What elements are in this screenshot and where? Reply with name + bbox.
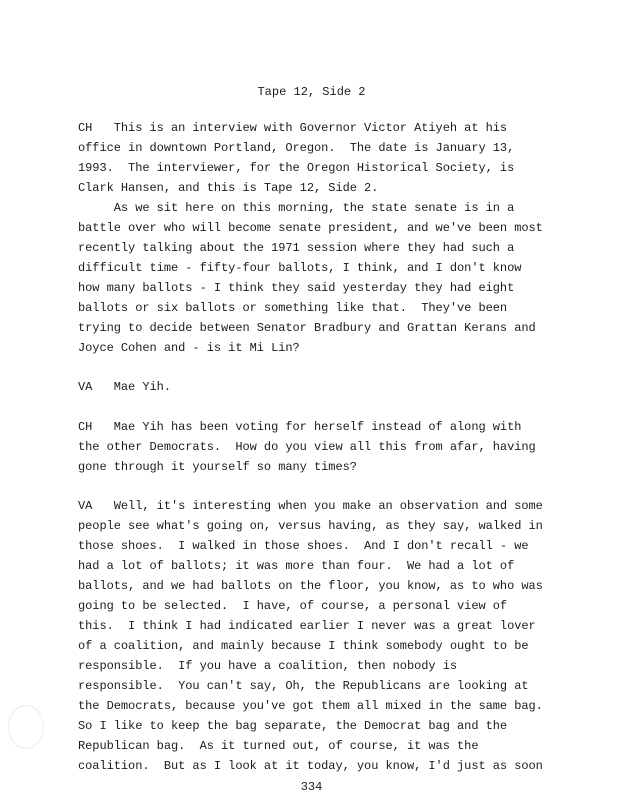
text-line: CH This is an interview with Governor Victor Atiyeh at his: [78, 121, 508, 135]
text-line: coalition. But as I look at it today, you know, I'd just as soon: [78, 759, 543, 773]
text-line: VA Mae Yih.: [78, 380, 171, 394]
text-line: of a coalition, and mainly because I think somebody ought to be: [78, 639, 529, 653]
punch-hole: [8, 705, 44, 749]
text-line: CH Mae Yih has been voting for herself instead of along with: [78, 420, 522, 434]
text-line: 1993. The interviewer, for the Oregon Historical Society, is: [78, 161, 515, 175]
text-line: going to be selected. I have, of course, a personal view of: [78, 599, 508, 613]
text-line: difficult time - fifty-four ballots, I think, and I don't know: [78, 261, 522, 275]
text-line: had a lot of ballots; it was more than four. We had a lot of: [78, 559, 515, 573]
text-line: gone through it yourself so many times?: [78, 460, 357, 474]
text-line: those shoes. I walked in those shoes. And I don't recall - we: [78, 539, 529, 553]
text-line: Clark Hansen, and this is Tape 12, Side 2.: [78, 181, 379, 195]
text-line: the Democrats, because you've got them all mixed in the same bag.: [78, 699, 543, 713]
page-header: Tape 12, Side 2: [257, 85, 366, 99]
text-line: people see what's going on, versus having, as they say, walked in: [78, 519, 543, 533]
text-line: office in downtown Portland, Oregon. The date is January 13,: [78, 141, 515, 155]
text-line: how many ballots - I think they said yesterday they had eight: [78, 281, 515, 295]
text-line: recently talking about the 1971 session where they had such a: [78, 241, 515, 255]
text-line: Republican bag. As it turned out, of course, it was the: [78, 739, 479, 753]
text-line: trying to decide between Senator Bradbury and Grattan Kerans and: [78, 321, 536, 335]
text-line: the other Democrats. How do you view all this from afar, having: [78, 440, 536, 454]
text-line: responsible. You can't say, Oh, the Republicans are looking at: [78, 679, 529, 693]
text-line: ballots or six ballots or something like that. They've been: [78, 301, 508, 315]
page-number: 334: [300, 780, 323, 794]
text-line: As we sit here on this morning, the state senate is in a: [78, 201, 515, 215]
text-line: battle over who will become senate president, and we've been most: [78, 221, 543, 235]
text-line: ballots, and we had ballots on the floor, you know, as to who was: [78, 579, 543, 593]
text-line: So I like to keep the bag separate, the Democrat bag and the: [78, 719, 508, 733]
text-line: VA Well, it's interesting when you make an observation and some: [78, 499, 543, 513]
text-line: this. I think I had indicated earlier I never was a great lover: [78, 619, 536, 633]
text-line: responsible. If you have a coalition, then nobody is: [78, 659, 458, 673]
text-line: Joyce Cohen and - is it Mi Lin?: [78, 341, 300, 355]
